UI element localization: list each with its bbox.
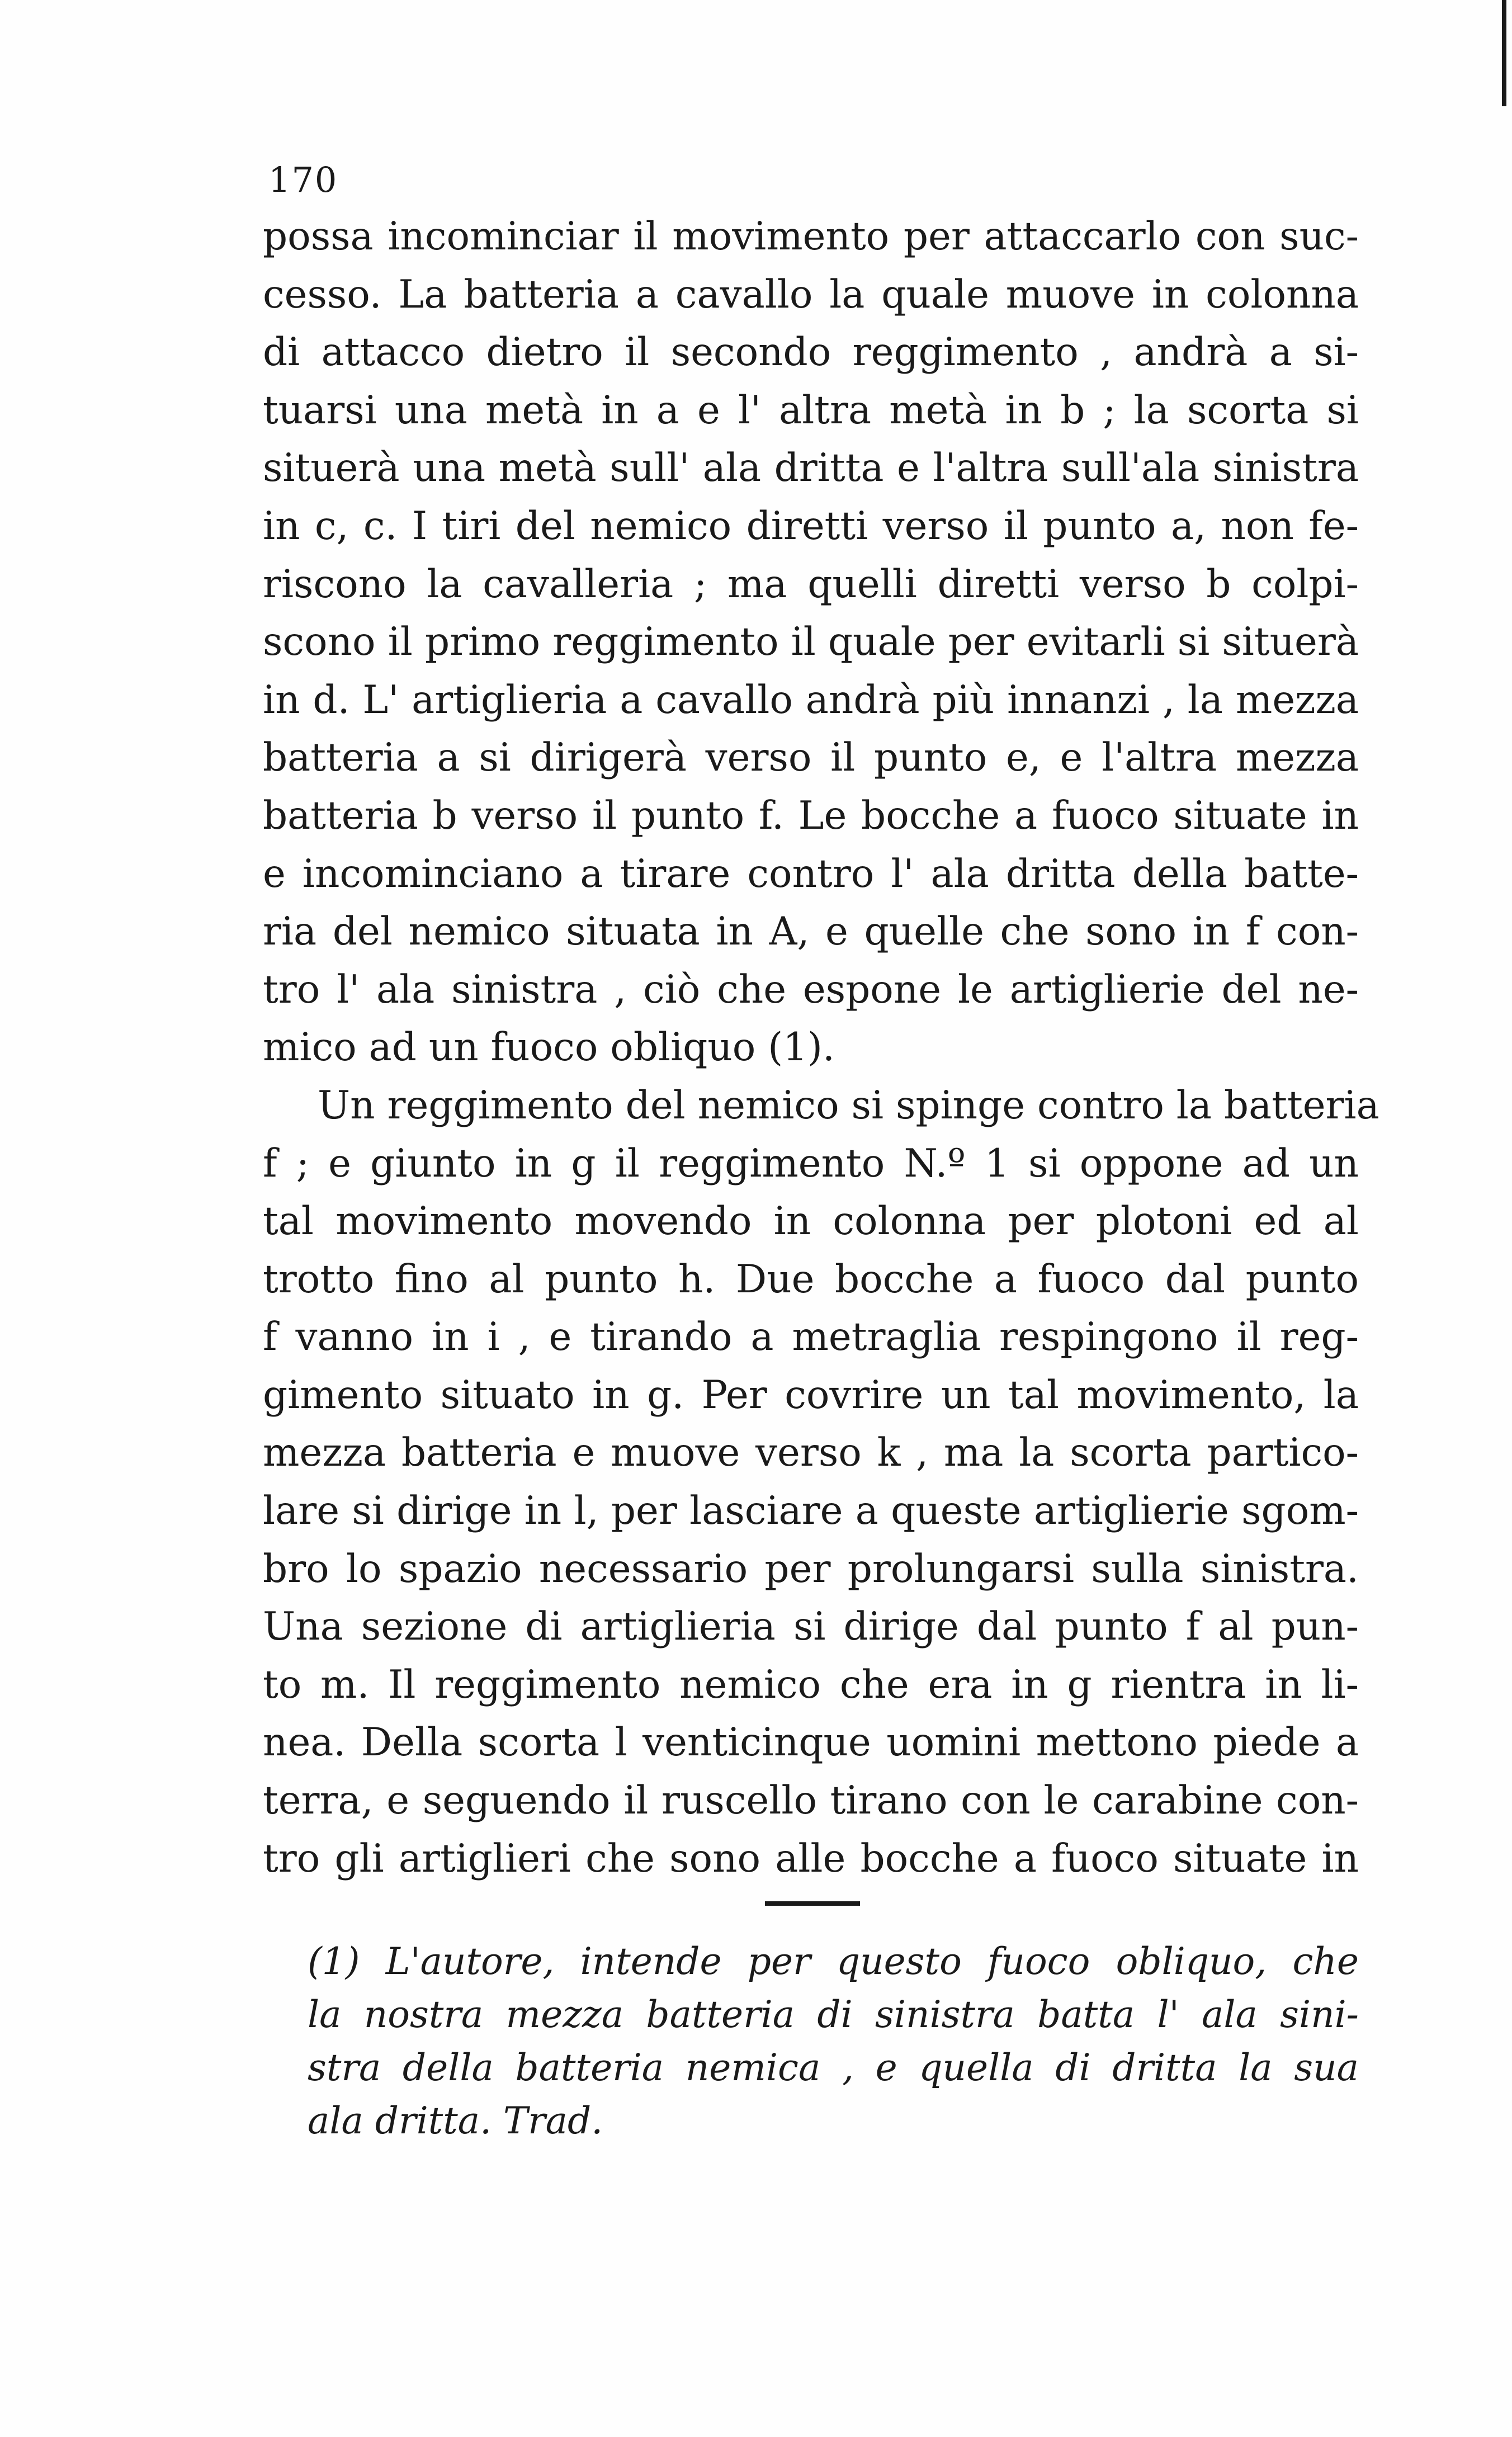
- text-line: f ; e giunto in g il reggimento N.º 1 si oppone ad un: [263, 1141, 1359, 1186]
- text-line: tal movimento movendo in colonna per plotoni ed al: [263, 1199, 1359, 1244]
- text-line: lare si dirige in l, per lasciare a queste artiglierie sgom-: [263, 1489, 1359, 1534]
- text-line: tro l' ala sinistra , ciò che espone le artiglierie del ne-: [263, 967, 1359, 1012]
- text-line: batteria a si dirigerà verso il punto e, e l'altra mezza: [263, 735, 1359, 781]
- footnote-line: (1) L'autore, intende per questo fuoco obliquo, che: [308, 1940, 1359, 1983]
- footnote-separator: [765, 1901, 860, 1906]
- text-line: trotto fino al punto h. Due bocche a fuoco dal punto: [263, 1257, 1359, 1302]
- page-edge-mark: [1502, 0, 1506, 106]
- text-line: batteria b verso il punto f. Le bocche a fuoco situate in: [263, 793, 1359, 838]
- main-text: [263, 208, 1379, 1888]
- text-line: gimento situato in g. Per covrire un tal movimento, la: [263, 1372, 1359, 1418]
- text-line: scono il primo reggimento il quale per evitarli si situerà: [263, 620, 1359, 665]
- text-line: tro gli artiglieri che sono alle bocche a fuoco situate in: [263, 1836, 1359, 1881]
- text-line: to m. Il reggimento nemico che era in g rientra in li-: [263, 1662, 1359, 1707]
- text-line: di attacco dietro il secondo reggimento , andrà a si-: [263, 330, 1359, 375]
- text-line: situerà una metà sull' ala dritta e l'altra sull'ala sinistra: [263, 446, 1359, 491]
- text-line: terra, e seguendo il ruscello tirano con le carabine con-: [263, 1778, 1359, 1824]
- text-line: in d. L' artiglieria a cavallo andrà più innanzi , la mezza: [263, 677, 1359, 722]
- text-line: ria del nemico situata in A, e quelle che sono in f con-: [263, 909, 1359, 955]
- footnote-line: stra della batteria nemica , e quella di dritta la sua: [308, 2046, 1359, 2089]
- text-line: Un reggimento del nemico si spinge contro la batteria: [318, 1083, 1379, 1128]
- text-line: mico ad un fuoco obliquo (1).: [263, 1025, 835, 1070]
- text-line: riscono la cavalleria ; ma quelli diretti verso b colpi-: [263, 561, 1359, 607]
- text-line: tuarsi una metà in a e l' altra metà in b ; la scorta si: [263, 388, 1359, 433]
- text-line: mezza batteria e muove verso k , ma la scorta partico-: [263, 1430, 1359, 1476]
- text-line: in c, c. I tiri del nemico diretti verso il punto a, non fe-: [263, 503, 1359, 549]
- page-number: 170: [268, 159, 338, 200]
- footnote-line: ala dritta. Trad.: [308, 2099, 603, 2142]
- text-line: nea. Della scorta l venticinque uomini mettono piede a: [263, 1720, 1359, 1765]
- footnote-line: la nostra mezza batteria di sinistra batta l' ala sini-: [308, 1993, 1359, 2036]
- text-line: bro lo spazio necessario per prolungarsi sulla sinistra.: [263, 1546, 1359, 1591]
- text-line: e incominciano a tirare contro l' ala dritta della batte-: [263, 851, 1359, 896]
- footnote: [308, 1935, 1359, 2147]
- text-line: f vanno in i , e tirando a metraglia respingono il reg-: [263, 1315, 1359, 1360]
- text-line: Una sezione di artiglieria si dirige dal punto f al pun-: [263, 1604, 1359, 1650]
- text-line: possa incominciar il movimento per attaccarlo con suc-: [263, 214, 1359, 259]
- text-line: cesso. La batteria a cavallo la quale muove in colonna: [263, 272, 1359, 317]
